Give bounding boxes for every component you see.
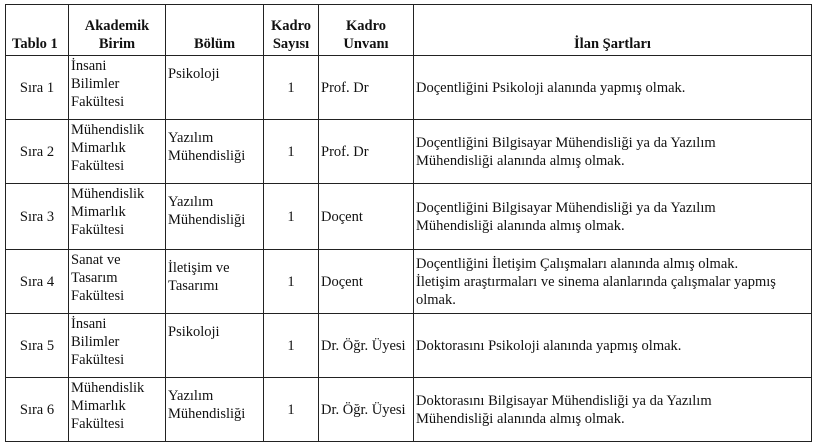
department-line: Yazılım [168, 130, 214, 146]
header-label: Tablo 1 [6, 5, 69, 56]
position-title: Doçent [319, 250, 414, 314]
department-cell [166, 378, 264, 442]
requirement-line: Mühendisliği alanında almış olmak. [416, 152, 625, 169]
department-line: Yazılım [168, 388, 214, 404]
header-title [319, 5, 414, 56]
department-line: Mühendisliği [168, 148, 246, 164]
row-label: Sıra 5 [6, 314, 69, 378]
position-count: 1 [264, 314, 319, 378]
table-row [6, 250, 812, 314]
academic-unit-line: Fakültesi [71, 222, 125, 238]
header-count [264, 5, 319, 56]
table-header [6, 5, 812, 56]
requirement-line: Doçentliğini İletişim Çalışmaları alanında almış olmak. [416, 255, 739, 272]
academic-unit-line: Tasarım [71, 270, 118, 286]
header-unit [69, 5, 166, 56]
requirement-line: Doçentliğini Bilgisayar Mühendisliği ya da Yazılım [416, 134, 716, 151]
requirement-line: Mühendisliği alanında almış olmak. [416, 410, 625, 427]
position-title: Dr. Öğr. Üyesi [319, 378, 414, 442]
department-line: Mühendisliği [168, 406, 246, 422]
position-count: 1 [264, 120, 319, 184]
position-count: 1 [264, 184, 319, 250]
position-count: 1 [264, 56, 319, 120]
department-cell [166, 314, 264, 378]
header-requirements: İlan Şartları [414, 5, 812, 56]
header-title-text: Kadro Unvanı [343, 18, 389, 52]
requirements-cell [414, 184, 812, 250]
academic-unit-line: Fakültesi [71, 158, 125, 174]
academic-unit-line: Fakültesi [71, 94, 125, 110]
requirement-line: olmak. [416, 291, 456, 308]
job-posting-table [5, 4, 812, 442]
header-row [6, 5, 812, 56]
department-line: Psikoloji [168, 66, 220, 82]
department-line: Tasarımı [168, 278, 219, 294]
position-count: 1 [264, 250, 319, 314]
academic-unit-line: İnsani [71, 316, 107, 332]
position-title: Dr. Öğr. Üyesi [319, 314, 414, 378]
academic-unit-line: Sanat ve [71, 252, 121, 268]
requirement-line: Doçentliğini Psikoloji alanında yapmış olmak. [416, 79, 686, 96]
requirements-cell [414, 314, 812, 378]
department-line: Mühendisliği [168, 212, 246, 228]
academic-unit-line: Fakültesi [71, 352, 125, 368]
row-label: Sıra 6 [6, 378, 69, 442]
row-label: Sıra 4 [6, 250, 69, 314]
department-line: Psikoloji [168, 324, 220, 340]
academic-unit-line: Bilimler [71, 76, 120, 92]
table-row [6, 56, 812, 120]
requirements-cell [414, 56, 812, 120]
academic-unit-line: Mühendislik [71, 186, 145, 202]
academic-unit-cell [69, 184, 166, 250]
position-title: Doçent [319, 184, 414, 250]
table-body [6, 56, 812, 442]
requirement-line: İletişim araştırmaları ve sinema alanlarında çalışmalar yapmış [416, 273, 776, 290]
job-posting-table-wrapper [5, 4, 812, 442]
academic-unit-line: Mühendislik [71, 380, 145, 396]
header-dept: Bölüm [166, 5, 264, 56]
row-label: Sıra 3 [6, 184, 69, 250]
requirement-line: Doktorasını Bilgisayar Mühendisliği ya da Yazılım [416, 392, 712, 409]
requirement-line: Doçentliğini Bilgisayar Mühendisliği ya da Yazılım [416, 199, 716, 216]
row-label: Sıra 2 [6, 120, 69, 184]
academic-unit-cell [69, 250, 166, 314]
academic-unit-line: Mühendislik [71, 122, 145, 138]
department-cell [166, 184, 264, 250]
academic-unit-line: Fakültesi [71, 416, 125, 432]
department-line: İletişim ve [168, 260, 230, 276]
academic-unit-cell [69, 314, 166, 378]
table-row [6, 314, 812, 378]
header-unit-text: Akademik Birim [84, 18, 150, 52]
position-count: 1 [264, 378, 319, 442]
position-title: Prof. Dr [319, 120, 414, 184]
requirements-cell [414, 120, 812, 184]
table-row [6, 378, 812, 442]
academic-unit-line: Bilimler [71, 334, 120, 350]
requirements-cell [414, 378, 812, 442]
row-label: Sıra 1 [6, 56, 69, 120]
academic-unit-cell [69, 56, 166, 120]
table-row [6, 184, 812, 250]
academic-unit-line: Mimarlık [71, 204, 126, 220]
department-cell [166, 56, 264, 120]
academic-unit-line: İnsani [71, 58, 107, 74]
department-cell [166, 250, 264, 314]
department-cell [166, 120, 264, 184]
academic-unit-cell [69, 378, 166, 442]
requirement-line: Mühendisliği alanında almış olmak. [416, 217, 625, 234]
academic-unit-line: Fakültesi [71, 288, 125, 304]
requirements-cell [414, 250, 812, 314]
header-count-text: Kadro Sayısı [270, 18, 312, 52]
requirement-line: Doktorasını Psikoloji alanında yapmış olmak. [416, 337, 682, 354]
department-line: Yazılım [168, 194, 214, 210]
table-row [6, 120, 812, 184]
position-title: Prof. Dr [319, 56, 414, 120]
academic-unit-cell [69, 120, 166, 184]
academic-unit-line: Mimarlık [71, 140, 126, 156]
academic-unit-line: Mimarlık [71, 398, 126, 414]
